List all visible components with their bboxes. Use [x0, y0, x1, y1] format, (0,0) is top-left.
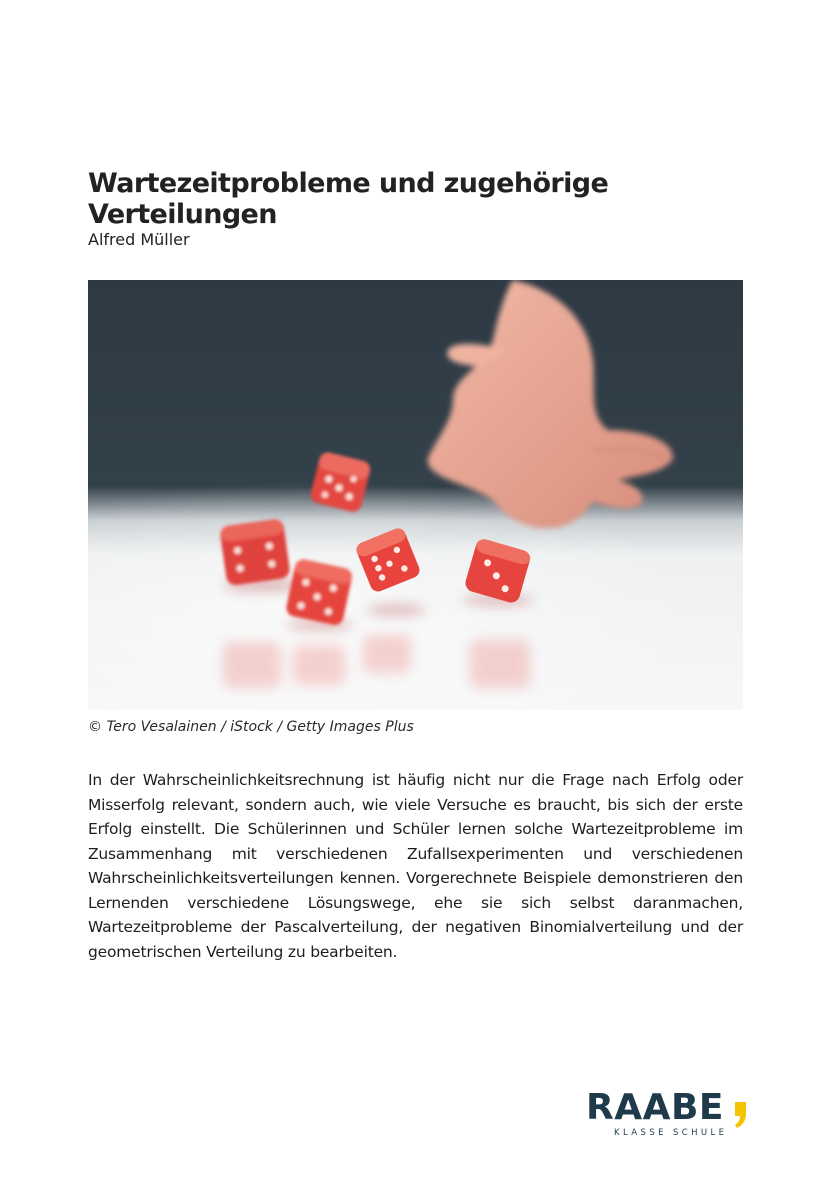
logo-subline: KLASSE SCHULE — [614, 1128, 728, 1138]
raabe-logo — [586, 1088, 756, 1148]
intro-paragraph: In der Wahrscheinlichkeitsrechnung ist häufig nicht nur die Frage nach Erfolg oder Misserfolg relevant, sondern auch, wie viele Versuche es braucht, bis sich der erste Erfolg einstellt. Die Schülerinnen und Schüler lernen solche Wartezeitprobleme im Zusammenhang mit verschiedenen Zufallsexperimenten und verschiedenen Wahrscheinlichkeitsverteilungen kennen. Vorgerechnete Beispiele demonstrieren den Lernenden verschiedene Lösungswege, ehe sie sich selbst daranmachen, Wartezeitprobleme der Pascalverteilung, der negativen Binomialverteilung und der geometrischen Verteilung zu bearbeiten. — [88, 771, 743, 961]
cover-photo-dice — [88, 280, 743, 710]
logo-comma-icon — [733, 1102, 747, 1128]
author-name: Alfred Müller — [88, 230, 190, 249]
document-title: Wartezeitprobleme und zugehörige Verteilungen — [88, 168, 609, 230]
image-credit: © Tero Vesalainen / iStock / Getty Images Plus — [88, 719, 414, 735]
logo-wordmark: RAABE — [586, 1087, 724, 1128]
die-left — [219, 518, 291, 586]
die-front — [285, 558, 354, 627]
